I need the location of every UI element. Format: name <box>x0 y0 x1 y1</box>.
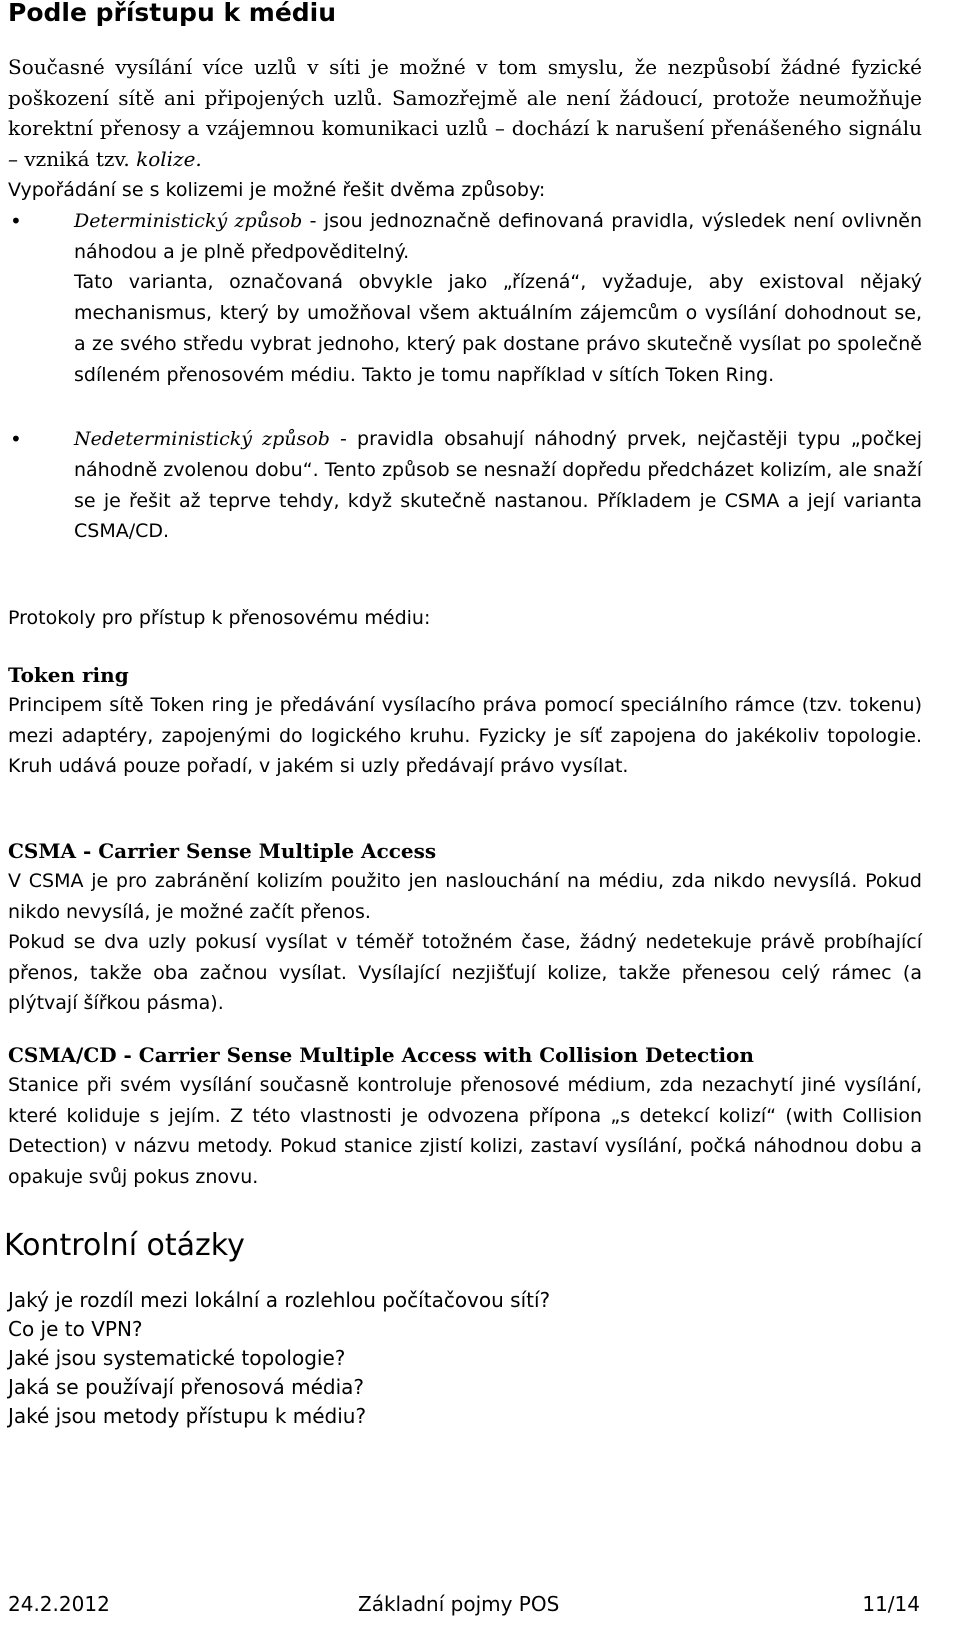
term-kolize: kolize. <box>136 147 202 172</box>
section-heading: Podle přístupu k médiu <box>8 0 337 27</box>
question-item: Jaký je rozdíl mezi lokální a rozlehlou počítačovou sítí? <box>8 1288 551 1312</box>
question-item: Jaké jsou systematické topologie? <box>8 1346 346 1370</box>
footer-date: 24.2.2012 <box>8 1592 110 1616</box>
token-ring-text: Principem sítě Token ring je předávání vysílacího práva pomocí speciálního rámce (tzv. tokenu) mezi adaptéry, zapojenými do logického kruhu. Fyzicky je síť zapojena do jakékoliv topologie. Kruh udává pouze pořadí, v jakém si uzly předávají právo vysílat. <box>8 694 922 778</box>
intro-paragraph <box>8 52 922 175</box>
csma-heading: CSMA - Carrier Sense Multiple Access <box>8 839 437 863</box>
question-item: Jaké jsou metody přístupu k médiu? <box>8 1404 367 1428</box>
list-item-nondeterministic <box>8 424 922 547</box>
question-item: Jaká se používají přenosová média? <box>8 1375 365 1399</box>
page-footer <box>8 1592 920 1622</box>
nondeterministic-desc: - pravidla obsahují náhodný prvek, nejčastěji typu „počkej náhodně zvolenou dobu“. Tento způsob se nesnaží dopředu předcházet kolizím, ale snaží se je řešit až teprve tehdy, když skutečně nastanou. Příkladem je CSMA a její varianta CSMA/CD. <box>74 428 922 543</box>
bullet-icon: • <box>10 209 22 233</box>
list-item-deterministic <box>8 206 922 390</box>
term-deterministic: Deterministický způsob <box>74 210 303 232</box>
footer-title: Základní pojmy POS <box>358 1592 560 1616</box>
methods-intro: Vypořádání se s kolizemi je možné řešit dvěma způsoby: <box>8 179 546 201</box>
questions-heading: Kontrolní otázky <box>4 1228 245 1263</box>
deterministic-detail: Tato varianta, označovaná obvykle jako „řízená“, vyžaduje, aby existoval nějaký mechanismus, který by umožňoval všem aktuálním zájemcům o vysílání dohodnout se, a ze svého středu vybrat jednoho, který pak dostane právo skutečně vysílat po společně sdíleném přenosovém médiu. Takto je tomu například v sítích Token Ring. <box>74 271 922 386</box>
protocols-intro: Protokoly pro přístup k přenosovému médiu: <box>8 607 431 629</box>
term-nondeterministic: Nedeterministický způsob <box>74 428 330 451</box>
methods-list <box>8 206 922 547</box>
token-ring-heading: Token ring <box>8 663 129 687</box>
questions-list <box>8 1286 550 1431</box>
bullet-icon: • <box>10 427 22 452</box>
footer-page-number: 11/14 <box>862 1592 920 1616</box>
csma-text-2: Pokud se dva uzly pokusí vysílat v téměř totožném čase, žádný nedetekuje právě probíhající přenos, takže oba začnou vysílat. Vysílající nezjišťují kolize, takže přenesou celý rámec (a plýtvají šířkou pásma). <box>8 931 922 1015</box>
csmacd-text: Stanice při svém vysílání současně kontroluje přenosové médium, zda nezachytí jiné vysílání, které koliduje s jejím. Z této vlastnosti je odvozena přípona „s detekcí kolizí“ (with Collision Detection) v názvu metody. Pokud stanice zjistí kolizi, zastaví vysílání, počká náhodnou dobu a opakuje svůj pokus znovu. <box>8 1074 922 1189</box>
deterministic-desc: - jsou jednoznačně definovaná pravidla, výsledek není ovlivněn náhodou a je plně předpověditelný. <box>74 210 922 263</box>
intro-text: Současné vysílání více uzlů v síti je možné v tom smyslu, že nezpůsobí žádné fyzické poškození sítě ani připojených uzlů. Samozřejmě ale není žádoucí, protože neumožňuje korektní přenosy a vzájemnou komunikaci uzlů – dochází k narušení přenášeného signálu – vzniká tzv. <box>8 55 922 172</box>
csma-text-1: V CSMA je pro zabránění kolizím použito jen naslouchání na médiu, zda nikdo nevysílá. Pokud nikdo nevysílá, je možné začít přenos. <box>8 870 922 923</box>
question-item: Co je to VPN? <box>8 1317 143 1341</box>
csmacd-heading: CSMA/CD - Carrier Sense Multiple Access with Collision Detection <box>8 1043 754 1067</box>
